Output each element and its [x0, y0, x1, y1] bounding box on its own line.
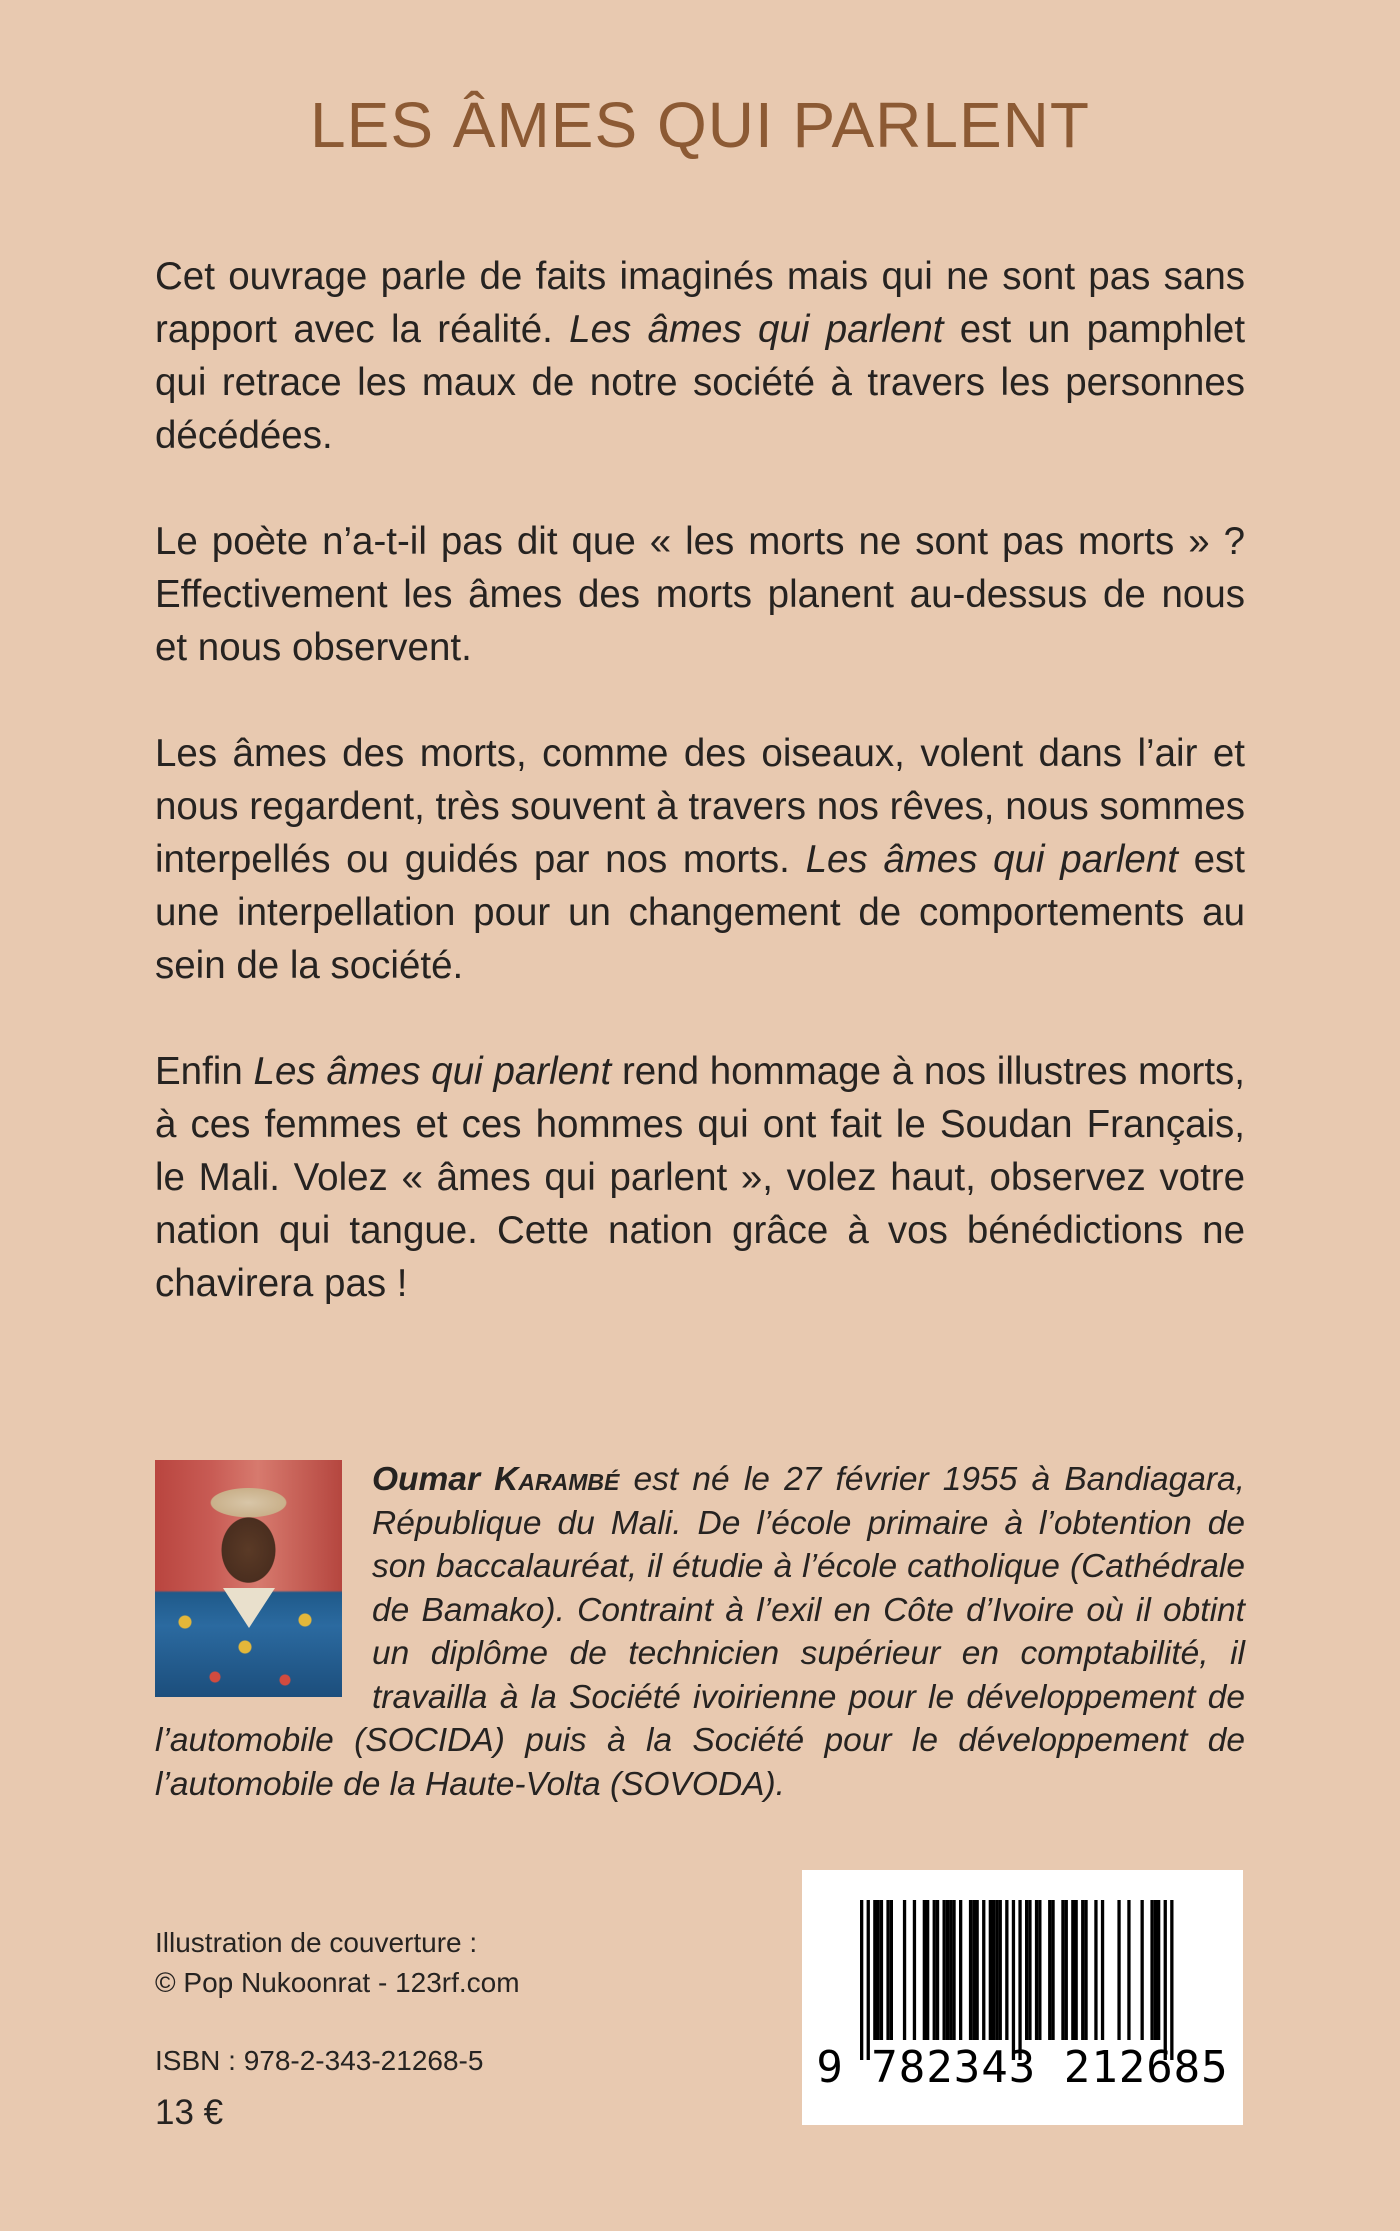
barcode-bar [949, 1900, 952, 2040]
barcode-bar [1028, 1900, 1031, 2040]
barcode-bar [1164, 1900, 1167, 2060]
barcode-bar [943, 1900, 946, 2040]
book-title-reference: Les âmes qui parlent [253, 1050, 612, 1093]
barcode-bar [867, 1900, 870, 2060]
price: 13 € [155, 2093, 224, 2132]
barcode-bar [1025, 1900, 1028, 2040]
barcode-bar [1038, 1900, 1041, 2040]
barcode-bar [880, 1900, 883, 2040]
barcode-bar [926, 1900, 929, 2040]
author-bio [155, 1458, 1245, 1806]
barcode-bar [860, 1900, 863, 2060]
barcode-digits: 9 782343 212685 [816, 2042, 1229, 2093]
barcode-bar [995, 1900, 998, 2040]
barcode-bar [1035, 1900, 1038, 2040]
barcode-bar [989, 1900, 992, 2040]
book-title-reference: Les âmes qui parlent [805, 838, 1178, 881]
barcode-bar [1012, 1900, 1015, 2060]
barcode-bar [1061, 1900, 1064, 2040]
barcode-bar [936, 1900, 939, 2040]
barcode-bar [1094, 1900, 1097, 2040]
barcode-bar [1071, 1900, 1074, 2040]
barcode-bar [969, 1900, 972, 2040]
barcode-bar [1150, 1900, 1153, 2040]
barcode-bar [1018, 1900, 1021, 2060]
author-name: Oumar Karambé [372, 1461, 620, 1498]
barcode-bar [903, 1900, 906, 2040]
barcode-bar [933, 1900, 936, 2040]
blurb [155, 250, 1245, 1310]
cover-credits [155, 1923, 520, 2003]
barcode-bar [1117, 1900, 1120, 2040]
isbn: ISBN : 978-2-343-21268-5 [155, 2045, 484, 2076]
barcode-bar [1127, 1900, 1130, 2040]
credits-label: Illustration de couverture : [155, 1927, 478, 1958]
barcode-bar [1141, 1900, 1144, 2040]
barcode [802, 1870, 1243, 2125]
book-title: LES ÂMES QUI PARLENT [310, 89, 1090, 161]
blurb-paragraph-1: Cet ouvrage parle de faits imaginés mais qui ne sont pas sans rapport avec la réalité. Les âmes qui parlent est un pamphlet qui retrace les maux de notre société à travers les personnes décédées. [155, 255, 1246, 457]
barcode-bar [886, 1900, 889, 2040]
barcode-bar [1154, 1900, 1157, 2040]
barcode-bar [923, 1900, 926, 2040]
barcode-bar [999, 1900, 1002, 2040]
blurb-paragraph-4: Enfin Les âmes qui parlent rend hommage à nos illustres morts, à ces femmes et ces hommes qui ont fait le Soudan Français, le Mali. Volez « âmes qui parlent », volez haut, observez votre nation qui tangue. Cette nation grâce à vos bénédictions ne chavirera pas ! [155, 1050, 1246, 1305]
barcode-bar [1065, 1900, 1068, 2040]
barcode-bar [959, 1900, 962, 2040]
author-photo [155, 1460, 342, 1697]
blurb-paragraph-2: Le poète n’a-t-il pas dit que « les morts ne sont pas morts » ? Effectivement les âmes des morts planent au-dessus de nous et nous observent. [155, 520, 1245, 669]
barcode-bar [890, 1900, 893, 2040]
blurb-paragraph-3: Les âmes des morts, comme des oiseaux, volent dans l’air et nous regardent, très souvent à travers nos rêves, nous sommes interpellés ou guidés par nos morts. Les âmes qui parlent est une interpellation pour un changement de comportements au sein de la société. [155, 732, 1246, 987]
barcode-bar [913, 1900, 916, 2040]
barcode-bar [1081, 1900, 1084, 2040]
barcode-bar [877, 1900, 880, 2040]
barcode-bar [1005, 1900, 1008, 2040]
barcode-bar [1170, 1900, 1173, 2060]
barcode-bar [952, 1900, 955, 2040]
barcode-bar [1051, 1900, 1054, 2040]
barcode-bar [1075, 1900, 1078, 2040]
barcode-bar [982, 1900, 985, 2040]
barcode-bar [946, 1900, 949, 2040]
barcode-bar [992, 1900, 995, 2040]
barcode-bar [972, 1900, 975, 2040]
barcode-bar [1048, 1900, 1051, 2040]
barcode-bar [873, 1900, 876, 2040]
author-bio-text: est né le 27 février 1955 à Bandiagara, République du Mali. De l’école primaire à l’obtention de son baccalauréat, il étudie à l’école catholique (Cathédrale de Bamako). Contraint à l’exil en Côte d’Ivoire où il obtint un diplôme de technicien supérieur en comptabilité, il travailla à la Société ivoirienne pour le développement de l’automobile (SOCIDA) puis à la Société pour le développement de l’automobile de la Haute-Volta (SOVODA). [155, 1461, 1245, 1803]
barcode-bar [1084, 1900, 1087, 2040]
book-title-reference: Les âmes qui parlent [569, 308, 944, 351]
barcode-bar [1101, 1900, 1104, 2040]
barcode-bar [1157, 1900, 1160, 2040]
barcode-bar [976, 1900, 979, 2040]
credits-source: © Pop Nukoonrat - 123rf.com [155, 1967, 520, 1998]
